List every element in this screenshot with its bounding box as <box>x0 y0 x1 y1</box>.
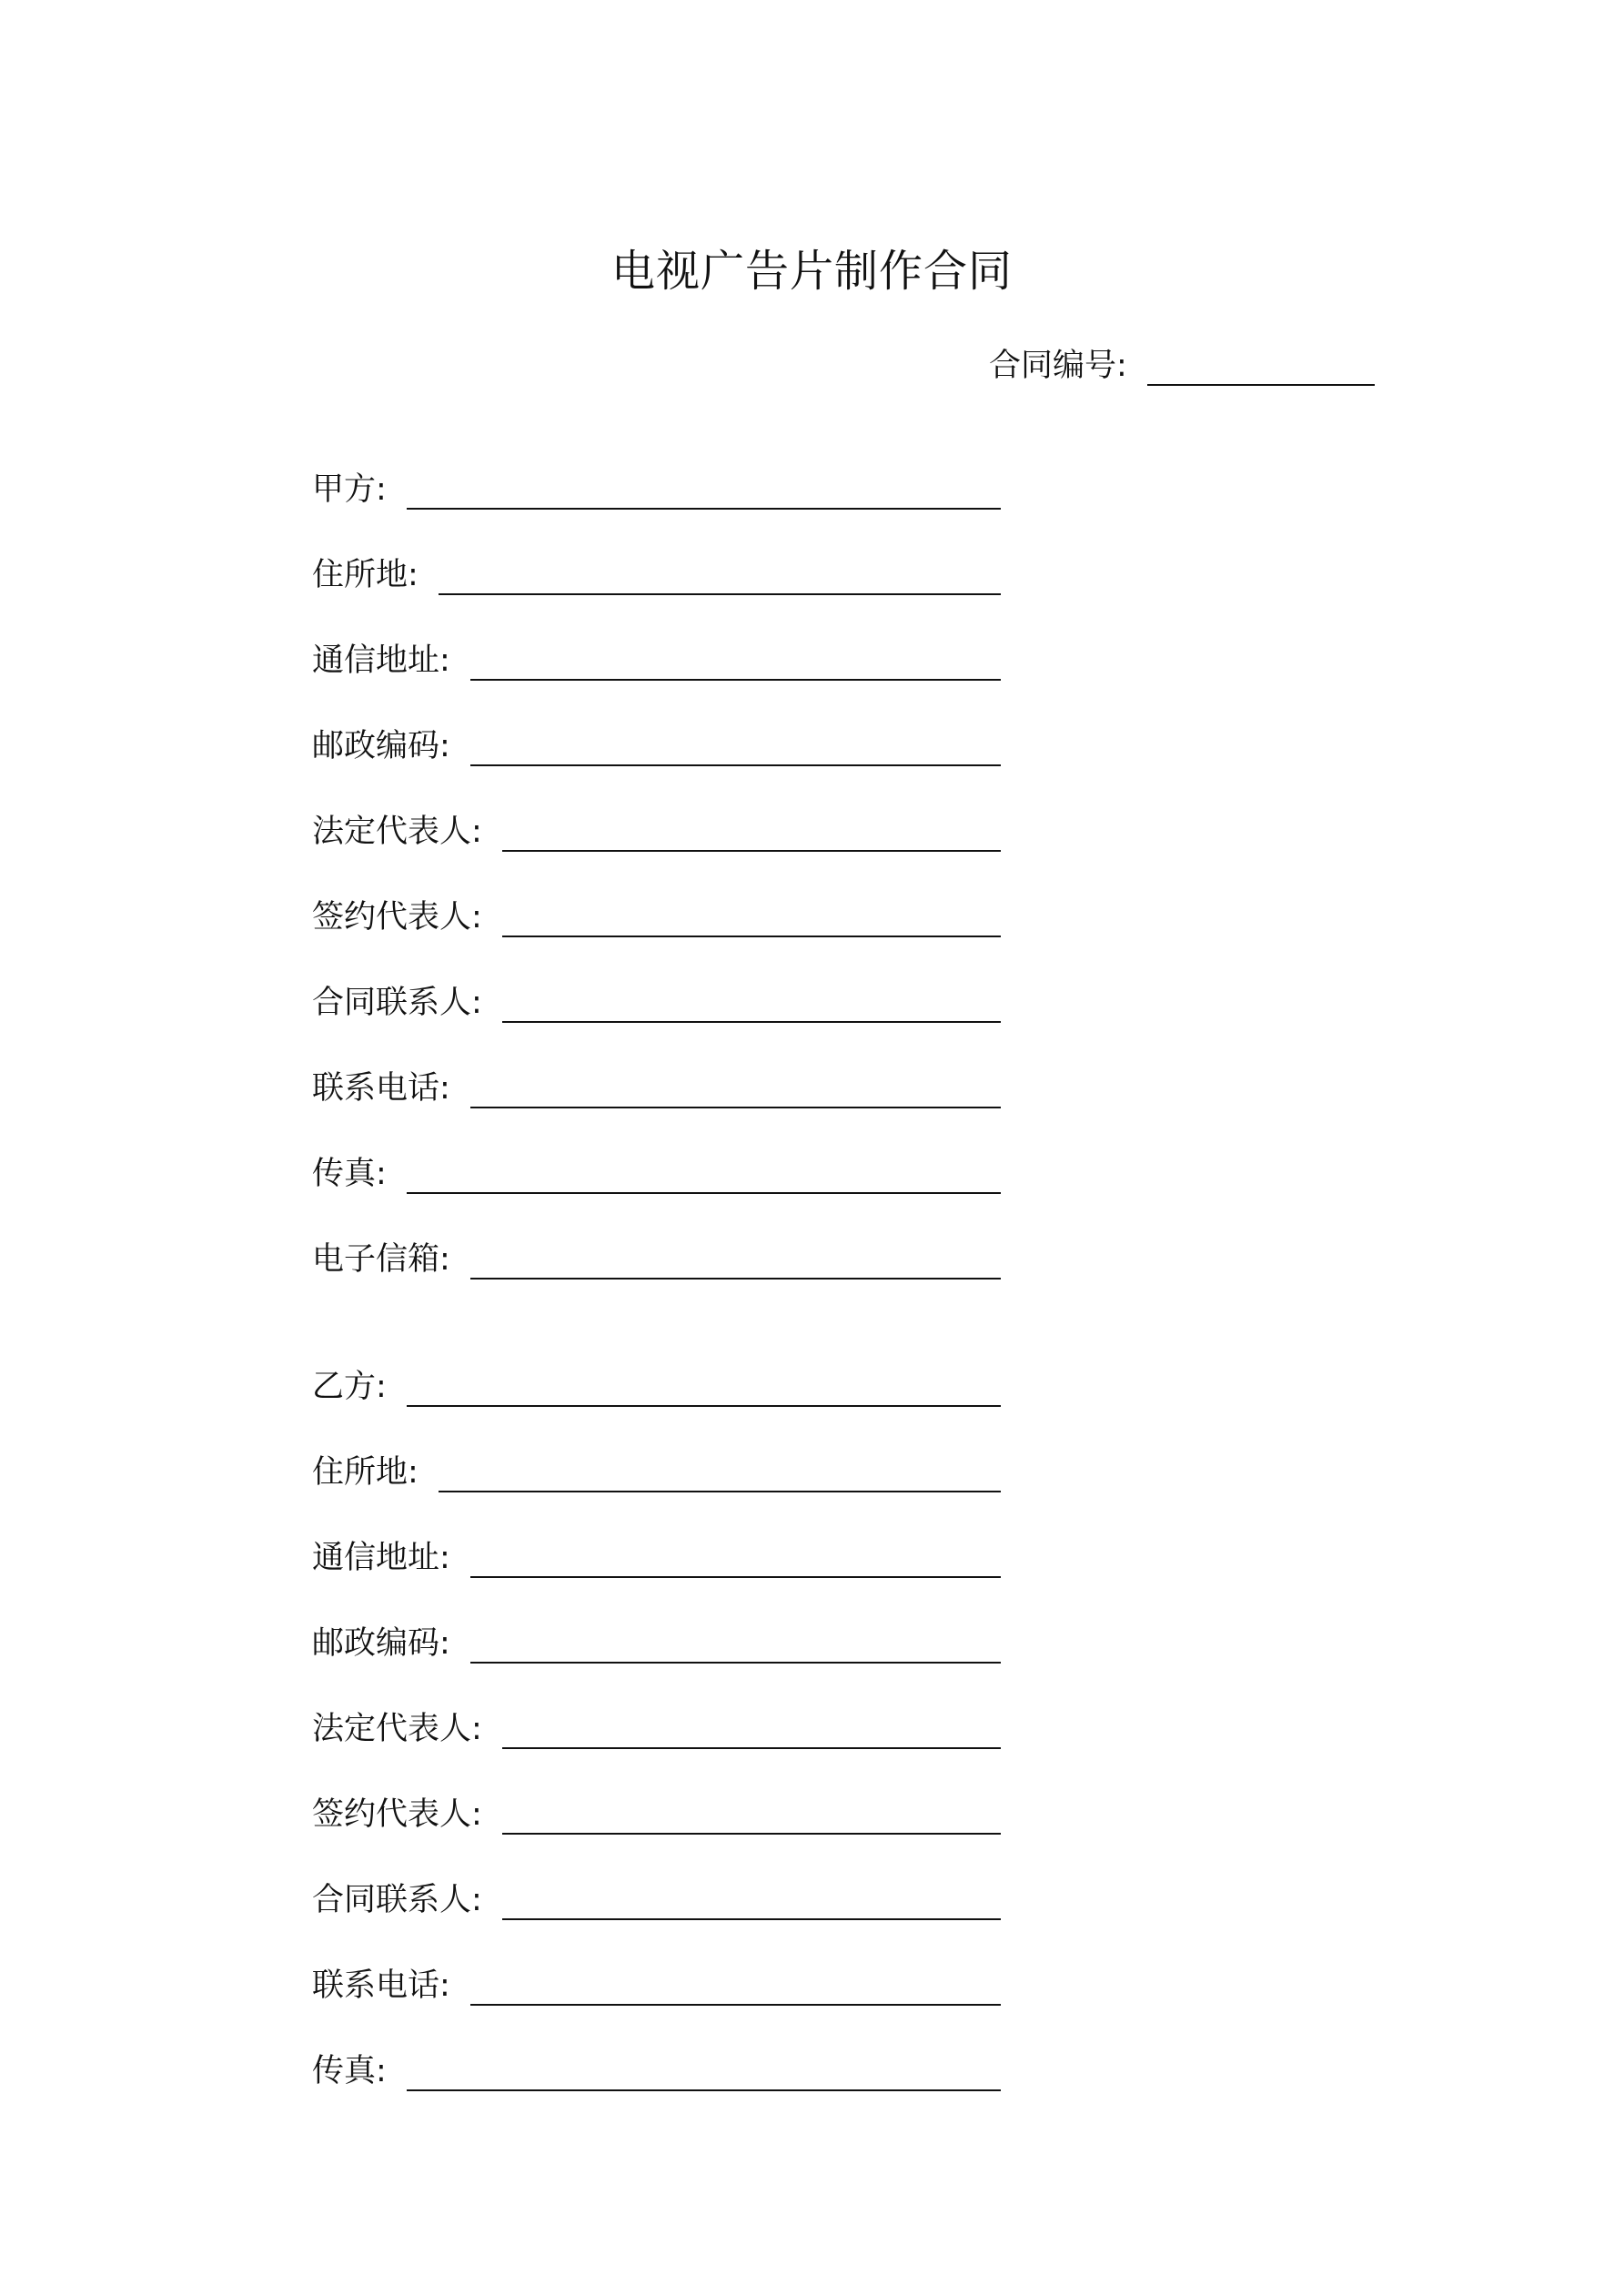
party-a-postal-code-input[interactable] <box>470 728 1001 766</box>
field-label: 住所地: <box>312 1454 419 1491</box>
field-label: 联系电话: <box>312 1070 450 1107</box>
party-b-legal-representative-input[interactable] <box>502 1711 1001 1749</box>
party-a-field-legal-representative <box>312 812 1001 852</box>
field-label: 邮政编码: <box>312 728 450 764</box>
party-b-field-contract-contact <box>312 1880 1001 1920</box>
party-a-field-mailing-address <box>312 641 1001 681</box>
party-b-field-postal-code <box>312 1623 1001 1664</box>
party-b-postal-code-input[interactable] <box>470 1625 1001 1664</box>
party-b-name-input[interactable] <box>407 1369 1001 1407</box>
field-label: 签约代表人: <box>312 899 482 936</box>
party-b-field-legal-representative <box>312 1709 1001 1749</box>
party-b-domicile-input[interactable] <box>439 1454 1001 1492</box>
field-label: 甲方: <box>312 471 387 508</box>
field-label: 通信地址: <box>312 642 450 679</box>
party-a-field-phone <box>312 1068 1001 1108</box>
field-label: 传真: <box>312 2053 387 2089</box>
field-label: 合同联系人: <box>312 985 482 1021</box>
field-label: 联系电话: <box>312 1967 450 2004</box>
party-a-signing-representative-input[interactable] <box>502 899 1001 937</box>
page-title: 电视广告片制作合同 <box>610 246 1013 297</box>
party-a-field-fax <box>312 1154 1001 1194</box>
party-b-field-name <box>312 1367 1001 1407</box>
party-b-field-phone <box>312 1966 1001 2006</box>
field-label: 邮政编码: <box>312 1625 450 1662</box>
party-b-field-fax <box>312 2051 1001 2091</box>
party-b-mailing-address-input[interactable] <box>470 1540 1001 1578</box>
party-a-field-postal-code <box>312 726 1001 766</box>
party-b-phone-input[interactable] <box>470 1967 1001 2006</box>
party-a-field-name <box>312 470 1001 510</box>
party-a-field-email <box>312 1239 1001 1279</box>
field-label: 法定代表人: <box>312 814 482 850</box>
party-a-email-input[interactable] <box>470 1241 1001 1279</box>
contract-number-row <box>989 346 1375 386</box>
party-b-field-domicile <box>312 1452 1001 1492</box>
contract-number-field[interactable] <box>1147 348 1375 386</box>
party-a-mailing-address-input[interactable] <box>470 642 1001 681</box>
party-a-field-signing-representative <box>312 897 1001 937</box>
party-b-fax-input[interactable] <box>407 2053 1001 2091</box>
field-label: 法定代表人: <box>312 1711 482 1747</box>
field-label: 乙方: <box>312 1369 387 1405</box>
party-a-legal-representative-input[interactable] <box>502 814 1001 852</box>
party-a-phone-input[interactable] <box>470 1070 1001 1108</box>
party-b-field-signing-representative <box>312 1795 1001 1835</box>
field-label: 通信地址: <box>312 1540 450 1576</box>
party-a-fax-input[interactable] <box>407 1156 1001 1194</box>
party-b-signing-representative-input[interactable] <box>502 1796 1001 1835</box>
field-label: 签约代表人: <box>312 1796 482 1833</box>
party-a-name-input[interactable] <box>407 471 1001 510</box>
party-b-contract-contact-input[interactable] <box>502 1882 1001 1920</box>
party-a-domicile-input[interactable] <box>439 557 1001 595</box>
party-b-field-mailing-address <box>312 1538 1001 1578</box>
contract-number-label: 合同编号: <box>989 348 1127 384</box>
field-label: 传真: <box>312 1156 387 1192</box>
field-label: 合同联系人: <box>312 1882 482 1918</box>
party-a-field-contract-contact <box>312 983 1001 1023</box>
field-label: 住所地: <box>312 557 419 593</box>
party-a-field-domicile <box>312 555 1001 595</box>
party-a-contract-contact-input[interactable] <box>502 985 1001 1023</box>
field-label: 电子信箱: <box>312 1241 450 1278</box>
